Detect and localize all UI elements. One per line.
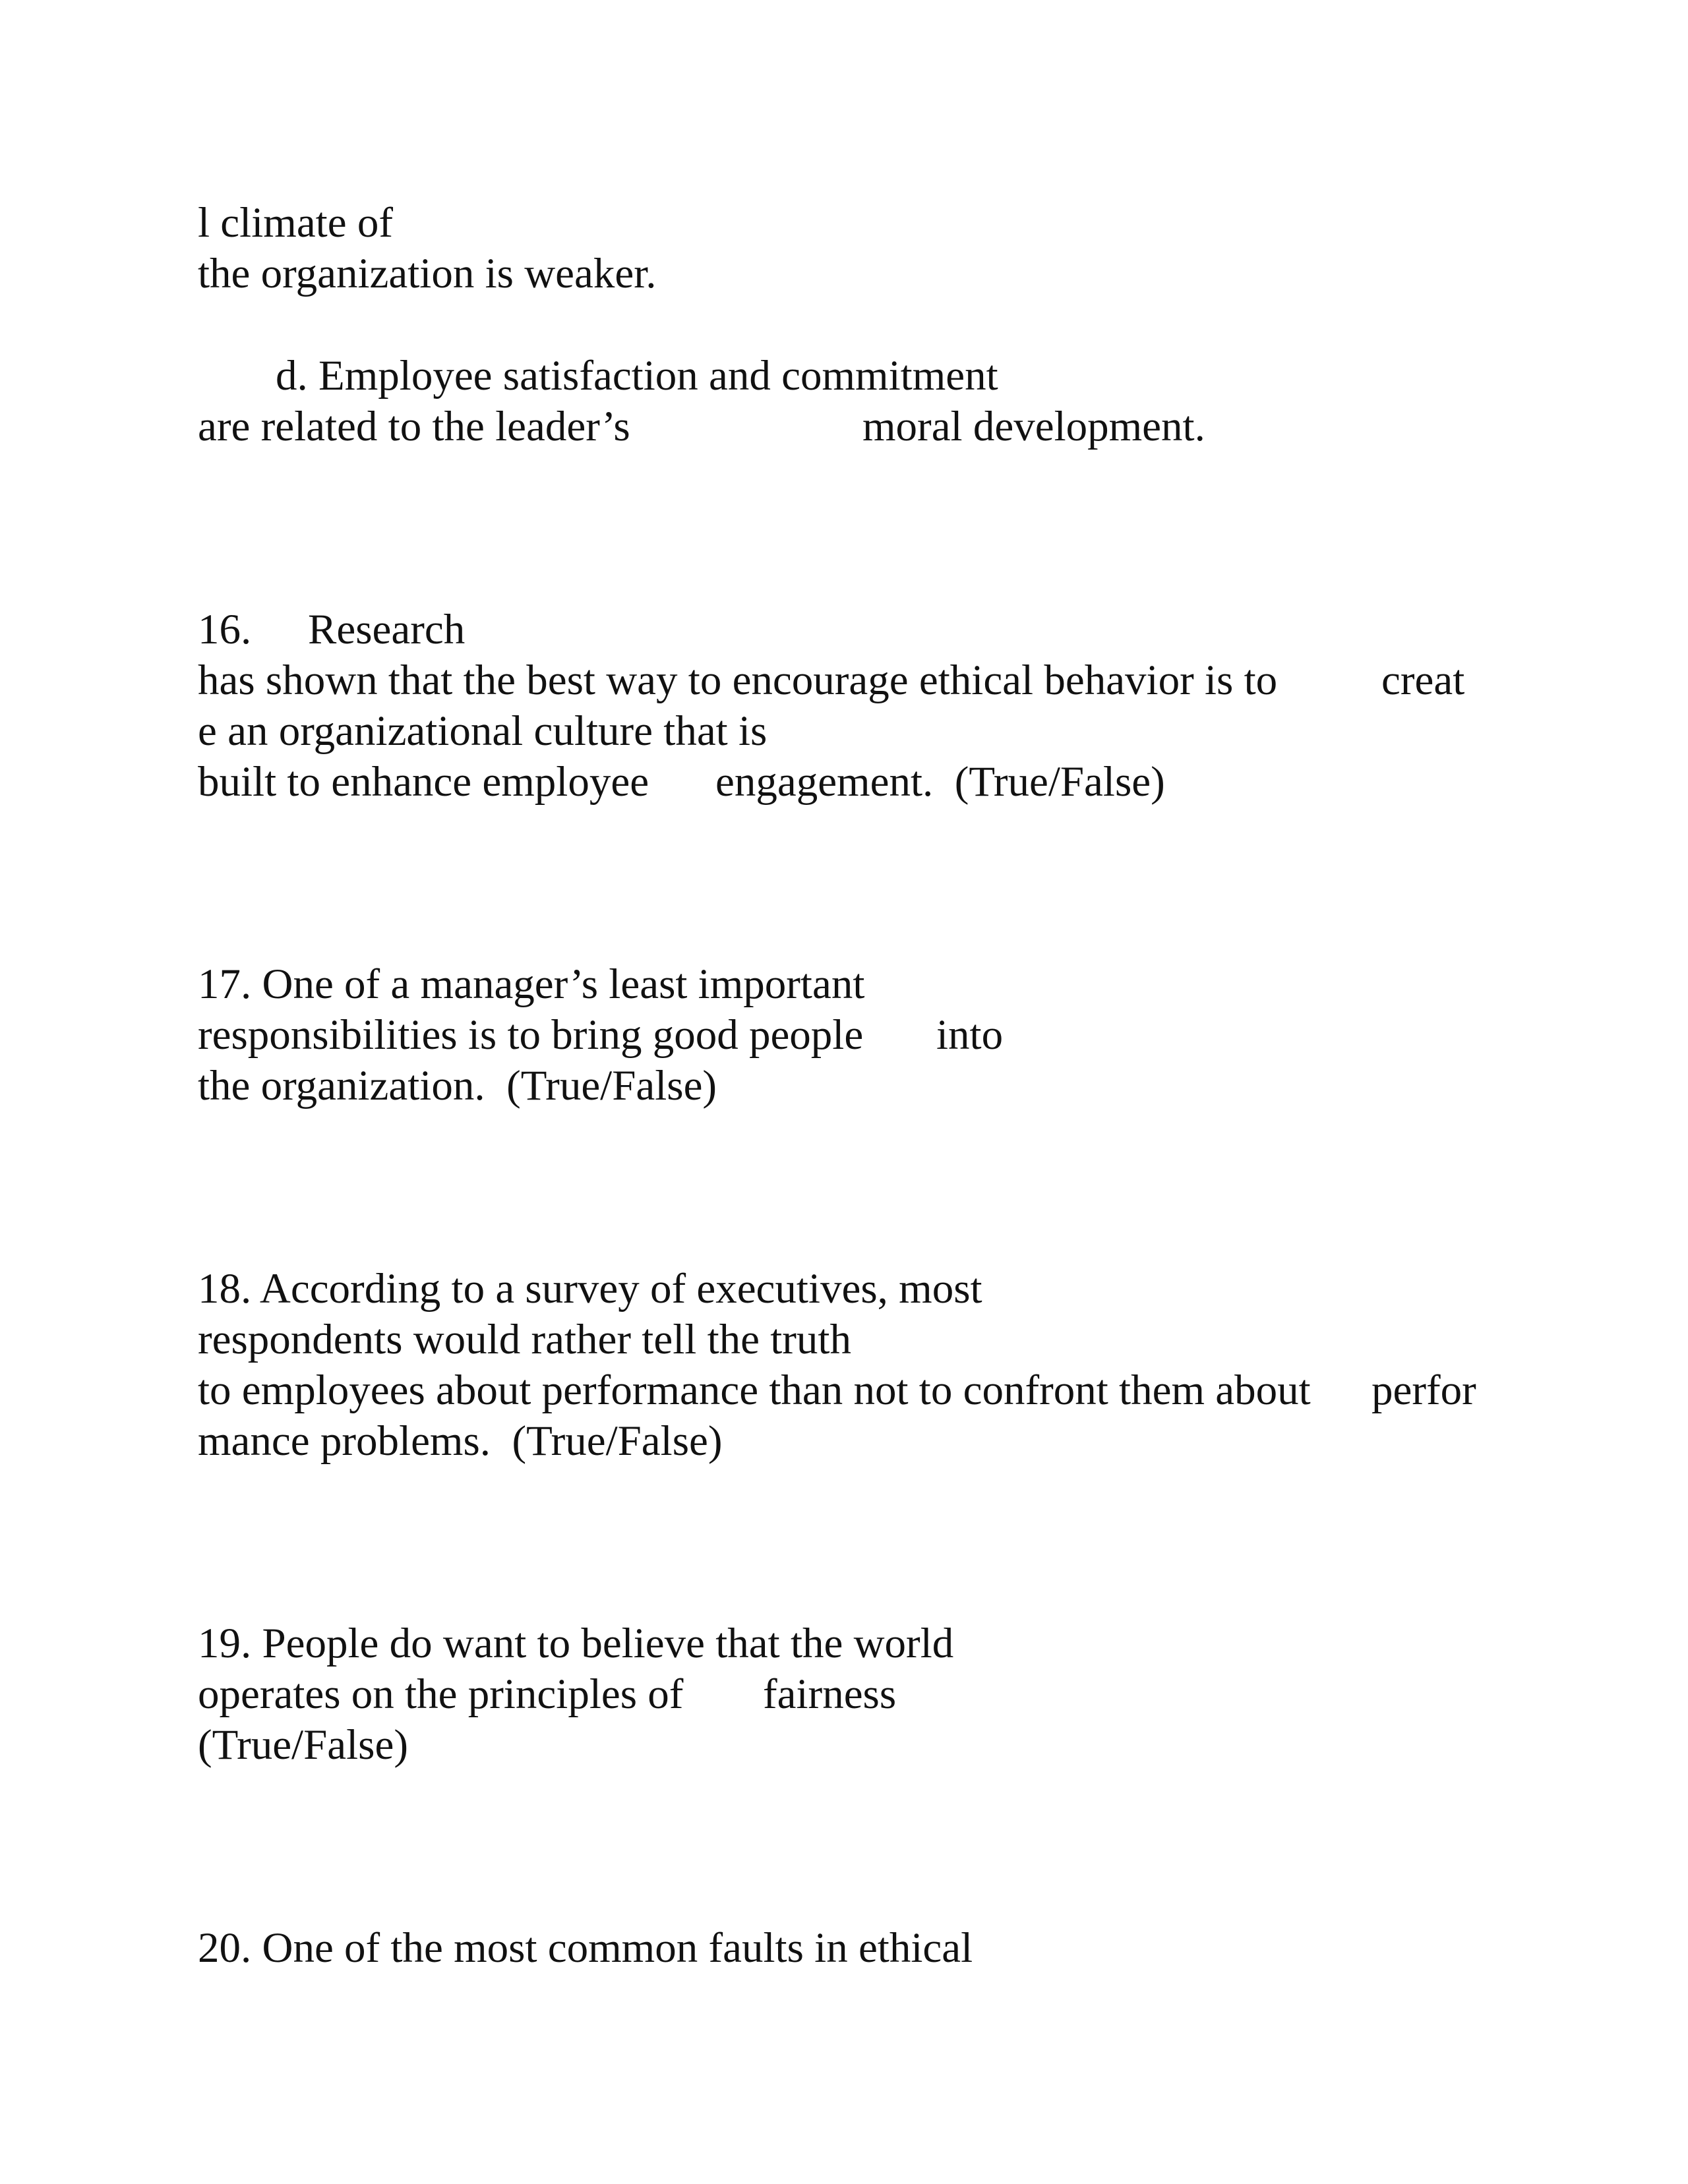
q16-line-2b: creat (1381, 657, 1465, 704)
q18-line-3a: to employees about performance than not to confront them about (198, 1367, 1311, 1414)
q17-line-2a: responsibilities is to bring good people (198, 1011, 864, 1059)
q17-line-3: the organization. (True/False) (198, 1062, 717, 1109)
q19-line-1: 19. People do want to believe that the world (198, 1620, 954, 1667)
option-d-line-2b: moral development. (862, 403, 1205, 450)
q16-number: 16. (198, 606, 252, 653)
q19-line-3: (True/False) (198, 1721, 408, 1769)
q16-line-3: e an organizational culture that is (198, 707, 768, 755)
fragment-line-2: the organization is weaker. (198, 250, 657, 297)
q20-line-1: 20. One of the most common faults in ethical (198, 1924, 973, 1972)
q16-line-4a: built to enhance employee (198, 758, 649, 806)
q18-line-4: mance problems. (True/False) (198, 1417, 723, 1465)
q19-line-2a: operates on the principles of (198, 1670, 684, 1718)
q18-line-3b: perfor (1372, 1367, 1476, 1414)
option-d-line-2a: are related to the leader’s (198, 403, 630, 450)
q16-line-1: Research (308, 606, 466, 653)
q16-line-4b: engagement. (True/False) (715, 758, 1165, 806)
q18-line-2: respondents would rather tell the truth (198, 1316, 851, 1363)
q16-line-2a: has shown that the best way to encourage ethical behavior is to (198, 657, 1278, 704)
q17-line-2b: into (936, 1011, 1004, 1059)
q17-line-1: 17. One of a manager’s least important (198, 960, 865, 1008)
fragment-line-1: l climate of (198, 199, 393, 247)
q18-line-1: 18. According to a survey of executives, most (198, 1265, 982, 1313)
option-d-line-1: d. Employee satisfaction and commitment (276, 352, 998, 399)
q19-line-2b: fairness (763, 1670, 897, 1718)
